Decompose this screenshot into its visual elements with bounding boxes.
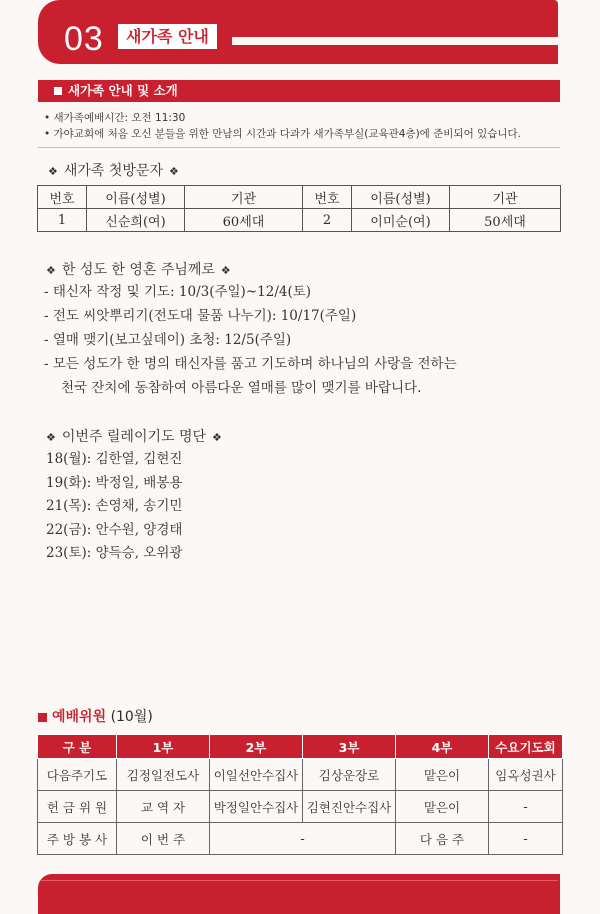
list-item: 22(금): 안수원, 양경태 (46, 521, 183, 538)
table-header-row (38, 735, 563, 759)
table-row (38, 823, 563, 855)
cell: - (489, 791, 563, 823)
col-header: 4부 (396, 735, 489, 759)
cell: 다음주기도 (38, 759, 117, 791)
table-row (38, 209, 561, 232)
table-row (38, 791, 563, 823)
divider (38, 147, 560, 148)
col-header: 3부 (303, 735, 396, 759)
header-stripe (232, 37, 558, 45)
list-item: 21(목): 손영채, 송기민 (46, 498, 183, 514)
col-name: 이름(성별) (87, 186, 185, 209)
info-item: • 가야교회에 처음 오신 분들을 위한 만남의 시간과 다과가 새가족부실(교육관4층)에 준비되어 있습니다. (44, 126, 521, 142)
section-bar (38, 80, 560, 102)
worship-month: (10월) (110, 709, 153, 725)
soul-line: 천국 잔치에 동참하여 아름다운 열매를 많이 맺기를 바랍니다. (61, 380, 422, 396)
col-header: 2부 (210, 735, 303, 759)
list-item: 23(토): 양득승, 오위광 (46, 545, 183, 561)
col-number: 번호 (38, 186, 87, 209)
diamond-icon: ❖ (212, 431, 222, 444)
page-title: 새가족 안내 (118, 24, 217, 49)
page-header (38, 0, 558, 64)
soul-line: - 열매 맺기(보고싶데이) 초청: 12/5(주일) (44, 332, 292, 348)
cell: 박정일안수집사 (210, 791, 303, 823)
col-header: 1부 (117, 735, 210, 759)
cell: 이일선안수집사 (210, 759, 303, 791)
relay-list (46, 448, 182, 566)
col-group: 기관 (450, 186, 561, 209)
cell: 이 번 주 (117, 823, 210, 855)
table-row (38, 759, 563, 791)
diamond-icon: ❖ (46, 431, 56, 444)
visitors-heading: ❖ 새가족 첫방문자 ❖ (48, 163, 179, 179)
cell: 헌 금 위 원 (38, 791, 117, 823)
cell: 맡은이 (396, 759, 489, 791)
worship-table (37, 734, 563, 855)
cell: 김현진안수집사 (303, 791, 396, 823)
relay-heading: ❖ 이번주 릴레이기도 명단 ❖ (46, 429, 222, 445)
square-icon (38, 713, 47, 722)
soul-lines (44, 280, 457, 400)
col-name: 이름(성별) (352, 186, 450, 209)
cell: - (489, 823, 563, 855)
info-list (44, 110, 521, 142)
cell: 임옥성권사 (489, 759, 563, 791)
worship-heading: 예배위원 (10월) (38, 706, 153, 726)
col-header: 구 분 (38, 735, 117, 759)
section-number: 03 (64, 20, 104, 58)
cell: 1 (38, 209, 87, 232)
soul-line: - 태신자 작정 및 기도: 10/3(주일)~12/4(토) (44, 284, 312, 300)
col-number: 번호 (303, 186, 352, 209)
cell: 교 역 자 (117, 791, 210, 823)
diamond-icon: ❖ (48, 165, 58, 178)
cell: 신순희(여) (87, 209, 185, 232)
soul-heading: ❖ 한 성도 한 영혼 주님께로 ❖ (46, 262, 231, 278)
cell: - (210, 823, 396, 855)
cell: 다 음 주 (396, 823, 489, 855)
visitors-table (37, 185, 561, 232)
diamond-icon: ❖ (220, 264, 231, 277)
col-group: 기관 (185, 186, 303, 209)
list-item: 19(화): 박정일, 배봉용 (46, 474, 183, 491)
soul-line: - 전도 씨앗뿌리기(전도대 물품 나누기): 10/17(주일) (44, 308, 357, 324)
col-header: 수요기도회 (489, 735, 563, 759)
cell: 이미순(여) (352, 209, 450, 232)
cell: 2 (303, 209, 352, 232)
info-item: • 새가족예배시간: 오전 11:30 (44, 110, 521, 126)
diamond-icon: ❖ (169, 165, 179, 178)
cell: 김상운장로 (303, 759, 396, 791)
cell: 50세대 (450, 209, 561, 232)
cell: 김정일전도사 (117, 759, 210, 791)
cell: 주 방 봉 사 (38, 823, 117, 855)
footer-line (40, 880, 558, 881)
soul-line: - 모든 성도가 한 명의 태신자를 품고 기도하며 하나님의 사랑을 전하는 (44, 356, 457, 372)
diamond-icon: ❖ (46, 264, 56, 277)
square-icon (54, 87, 62, 95)
cell: 60세대 (185, 209, 303, 232)
cell: 맡은이 (396, 791, 489, 823)
list-item: 18(월): 김한열, 김현진 (46, 451, 183, 467)
table-header-row (38, 186, 561, 209)
section-title: 새가족 안내 및 소개 (68, 83, 178, 98)
